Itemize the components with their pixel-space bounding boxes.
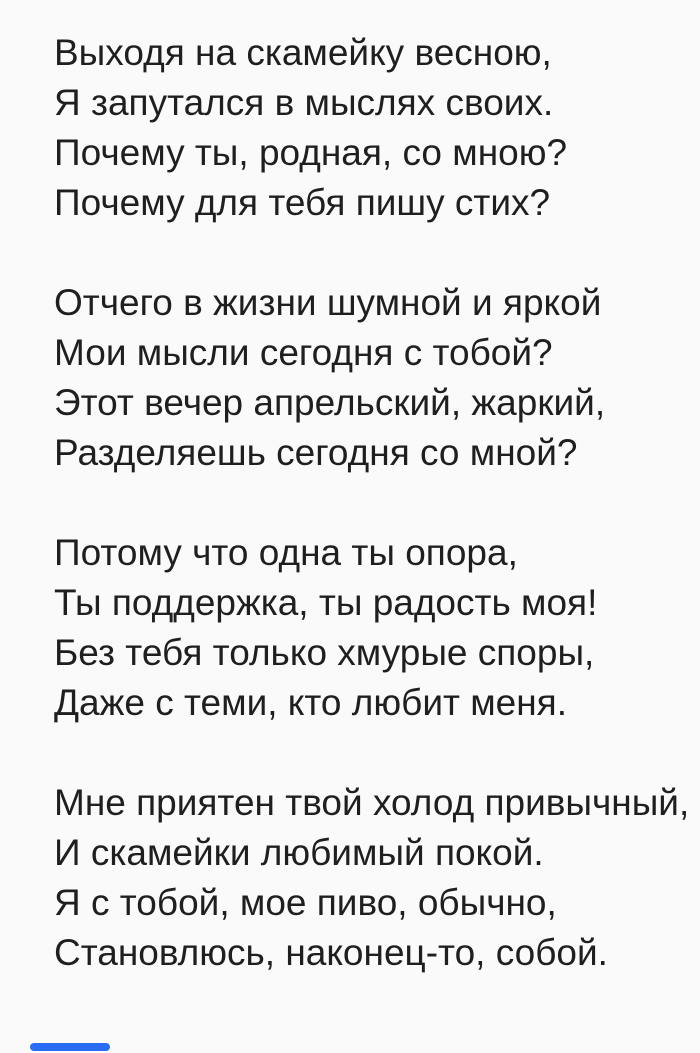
poem-line: Мне приятен твой холод привычный, bbox=[54, 782, 690, 823]
poem-stanza-1 bbox=[54, 28, 689, 228]
progress-indicator-bar bbox=[30, 1043, 110, 1051]
poem-line: Мои мысли сегодня с тобой? bbox=[54, 332, 553, 373]
poem-line: Я с тобой, мое пиво, обычно, bbox=[54, 882, 557, 923]
poem-stanza-3 bbox=[54, 528, 689, 728]
poem-line: Становлюсь, наконец-то, собой. bbox=[54, 932, 608, 973]
poem-line: Отчего в жизни шумной и яркой bbox=[54, 282, 602, 323]
poem-line: И скамейки любимый покой. bbox=[54, 832, 544, 873]
poem-line: Выходя на скамейку весною, bbox=[54, 32, 552, 73]
poem-line: Потому что одна ты опора, bbox=[54, 532, 518, 573]
poem-line: Этот вечер апрельский, жаркий, bbox=[54, 382, 606, 423]
poem-line: Даже с теми, кто любит меня. bbox=[54, 682, 567, 723]
poem-stanza-4 bbox=[54, 778, 689, 978]
poem-line: Я запутался в мыслях своих. bbox=[54, 82, 554, 123]
poem-line: Разделяешь сегодня со мной? bbox=[54, 432, 578, 473]
poem-line: Почему ты, родная, со мною? bbox=[54, 132, 568, 173]
poem-line: Ты поддержка, ты радость моя! bbox=[54, 582, 598, 623]
poem-line: Почему для тебя пишу стих? bbox=[54, 182, 551, 223]
poem-stanza-2 bbox=[54, 278, 689, 478]
poem-text bbox=[54, 28, 689, 1028]
poem-line: Без тебя только хмурые споры, bbox=[54, 632, 595, 673]
